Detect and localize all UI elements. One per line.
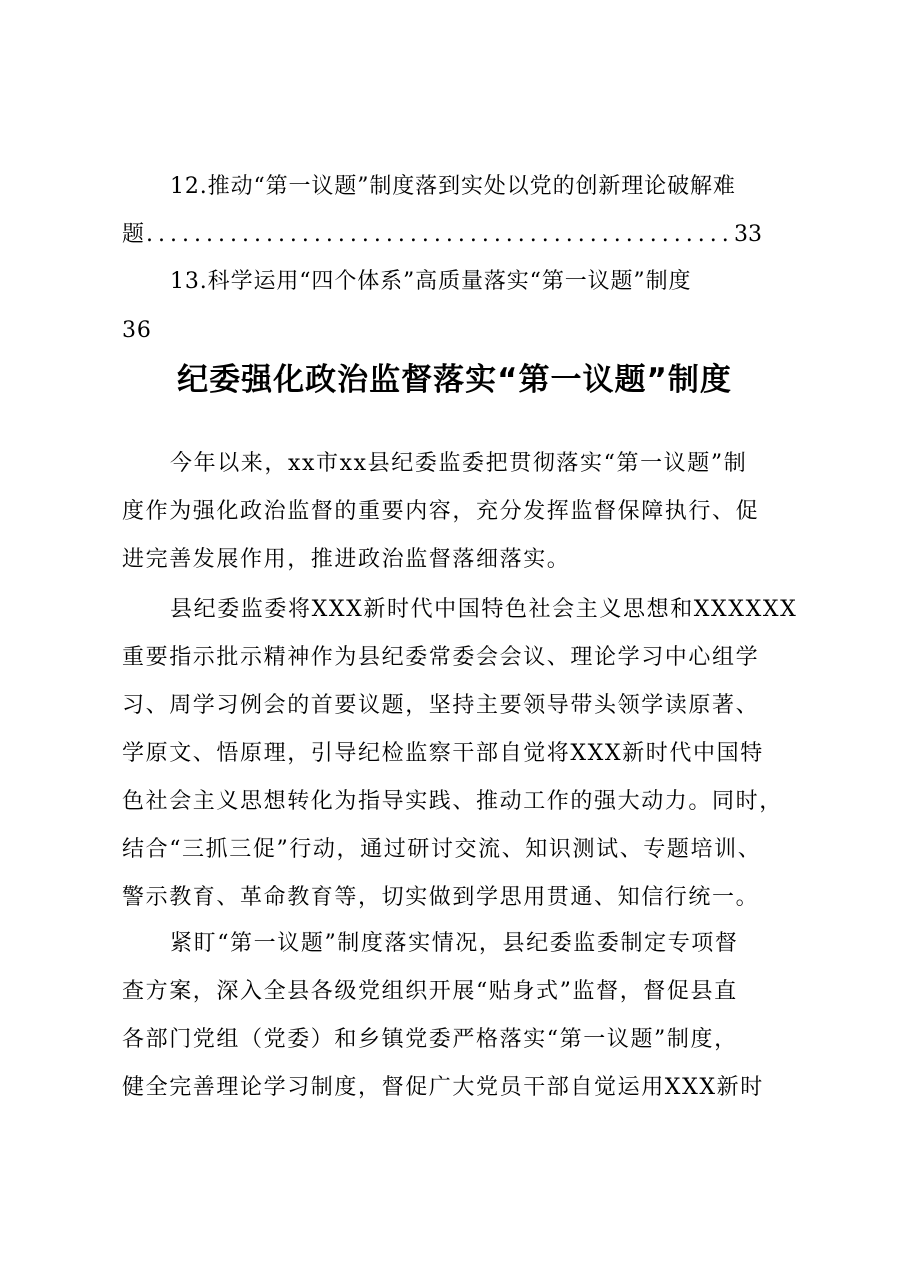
article-title: 纪委强化政治监督落实“第一议题”制度 <box>177 362 732 398</box>
article-paragraph-2 <box>122 586 812 922</box>
paragraph-line: 紧盯“第一议题”制度落实情况，县纪委监委制定专项督 <box>170 931 739 956</box>
toc-entry-12-page-number: 33 <box>734 222 762 247</box>
paragraph-line: 今年以来，xx市xx县纪委监委把贯彻落实“第一议题”制 <box>170 451 748 476</box>
paragraph-line: 重要指示批示精神作为县纪委常委会会议、理论学习中心组学 <box>122 645 760 670</box>
paragraph-line: 各部门党组（党委）和乡镇党委严格落实“第一议题”制度， <box>122 1027 738 1052</box>
paragraph-line: 色社会主义思想转化为指导实践、推动工作的强大动力。同时， <box>122 789 783 814</box>
article-paragraph-3 <box>122 920 812 1112</box>
paragraph-line: 县纪委监委将XXX新时代中国特色社会主义思想和XXXXXX <box>170 597 798 622</box>
toc-entry-13-page-number[interactable]: 36 <box>122 318 152 343</box>
paragraph-line: 学原文、悟原理，引导纪检监察干部自觉将XXX新时代中国特 <box>122 741 764 766</box>
toc-entry-13-line1[interactable]: 13.科学运用“四个体系”高质量落实“第一议题”制度 <box>170 269 692 294</box>
paragraph-line: 度作为强化政治监督的重要内容，充分发挥监督保障执行、促 <box>122 499 760 524</box>
toc-leader-dots <box>146 220 732 250</box>
toc-entry-12-line1[interactable]: 12.推动“第一议题”制度落到实处以党的创新理论破解难 <box>170 174 736 199</box>
article-paragraph-1 <box>122 440 812 584</box>
paragraph-line: 结合“三抓三促”行动，通过研讨交流、知识测试、专题培训、 <box>122 837 762 862</box>
paragraph-line: 警示教育、革命教育等，切实做到学思用贯通、知信行统一。 <box>122 885 760 910</box>
paragraph-line: 进完善发展作用，推进政治监督落细落实。 <box>122 547 571 572</box>
toc-entry-12-line2[interactable] <box>122 220 762 250</box>
paragraph-line: 习、周学习例会的首要议题，坚持主要领导带头领学读原著、 <box>122 693 760 718</box>
paragraph-line: 健全完善理论学习制度，督促广大党员干部自觉运用XXX新时 <box>122 1075 764 1100</box>
toc-entry-12-tail-text: 题 <box>122 222 145 247</box>
paragraph-line: 查方案，深入全县各级党组织开展“贴身式”监督，督促县直 <box>122 979 738 1004</box>
